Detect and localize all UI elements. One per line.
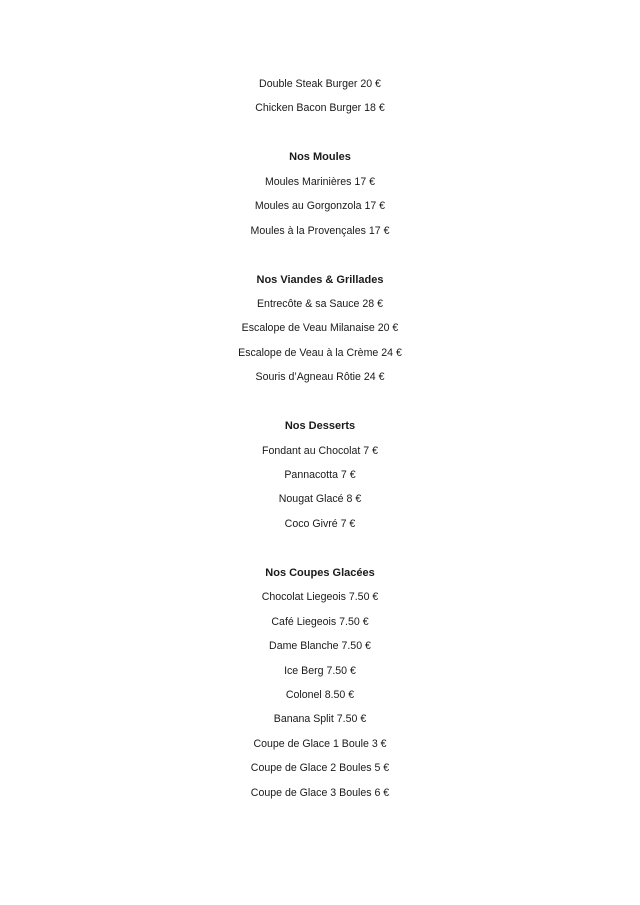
menu-item: Coupe de Glace 2 Boules 5 € — [250, 762, 390, 775]
spacer — [0, 536, 640, 560]
menu-item: Chicken Bacon Burger 18 € — [255, 102, 385, 115]
menu-item: Double Steak Burger 20 € — [259, 78, 381, 90]
menu-item: Escalope de Veau Milanaise 20 € — [241, 322, 399, 335]
menu-item: Souris d’Agneau Rôtie 24 € — [255, 371, 385, 384]
menu-item: Ice Berg 7.50 € — [284, 664, 356, 677]
menu-item: Coupe de Glace 1 Boule 3 € — [253, 737, 387, 750]
menu-page — [0, 72, 640, 805]
section-heading-coupes-glacees: Nos Coupes Glacées — [265, 566, 375, 579]
menu-item: Fondant au Chocolat 7 € — [261, 444, 379, 457]
menu-item: Banana Split 7.50 € — [273, 713, 367, 726]
spacer — [0, 390, 640, 414]
menu-item: Moules à la Provençales 17 € — [250, 224, 390, 237]
spacer — [0, 121, 640, 145]
menu-item: Coupe de Glace 3 Boules 6 € — [250, 786, 390, 799]
menu-item: Nougat Glacé 8 € — [278, 493, 362, 506]
menu-item: Café Liegeois 7.50 € — [271, 615, 369, 628]
menu-item: Entrecôte & sa Sauce 28 € — [256, 297, 384, 310]
menu-item: Moules au Gorgonzola 17 € — [254, 200, 386, 213]
menu-item: Dame Blanche 7.50 € — [269, 640, 371, 653]
section-heading-desserts: Nos Desserts — [284, 420, 356, 433]
menu-item: Colonel 8.50 € — [285, 688, 355, 701]
menu-item: Escalope de Veau à la Crème 24 € — [238, 346, 402, 359]
menu-item: Pannacotta 7 € — [284, 469, 356, 481]
menu-item: Chocolat Liegeois 7.50 € — [261, 591, 379, 604]
menu-item: Coco Givré 7 € — [284, 517, 356, 530]
menu-item: Moules Marinières 17 € — [264, 175, 376, 188]
section-heading-viandes: Nos Viandes & Grillades — [256, 273, 384, 286]
section-heading-moules: Nos Moules — [289, 151, 351, 164]
spacer — [0, 243, 640, 267]
